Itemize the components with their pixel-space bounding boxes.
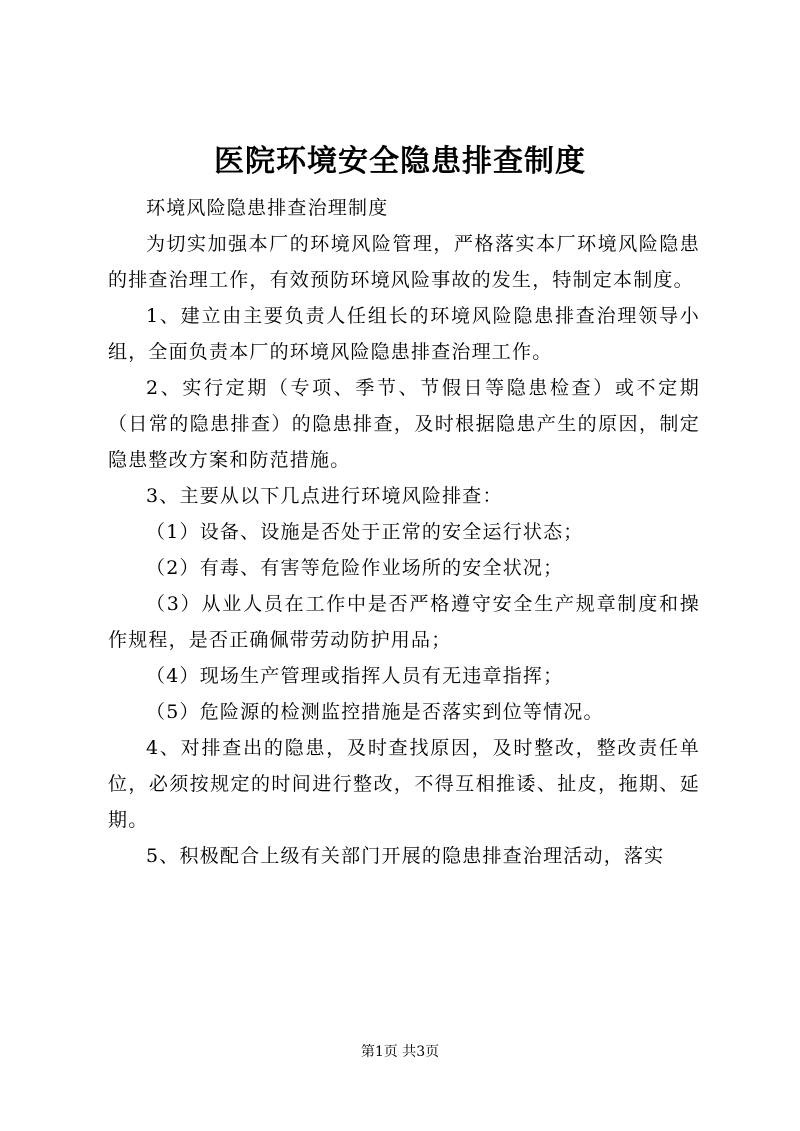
rule-3-item-1: （1）设备、设施是否处于正常的安全运行状态； <box>146 521 584 543</box>
intro-paragraph: 为切实加强本厂的环境风险管理，严格落实本厂环境风险隐患的排查治理工作，有效预防环境风险事故的发生，特制定本制度。 <box>108 233 700 291</box>
rule-3-item-2: （2）有毒、有害等危险作业场所的安全状况； <box>146 557 564 579</box>
rule-3-paragraph: 3、主要从以下几点进行环境风险排查： <box>146 485 503 507</box>
rule-2-paragraph: 2、实行定期（专项、季节、节假日等隐患检查）或不定期（日常的隐患排查）的隐患排查，及时根据隐患产生的原因，制定隐患整改方案和防范措施。 <box>108 377 700 471</box>
document-title: 医院环境安全隐患排查制度 <box>214 144 586 179</box>
rule-3-item-5: （5）危险源的检测监控措施是否落实到位等情况。 <box>146 701 604 723</box>
rule-1-paragraph: 1、建立由主要负责人任组长的环境风险隐患排查治理领导小组，全面负责本厂的环境风险隐患排查治理工作。 <box>108 305 700 363</box>
page-number-footer: 第1页 共3页 <box>360 1044 440 1060</box>
document-body <box>108 190 700 874</box>
subtitle-paragraph: 环境风险隐患排查治理制度 <box>146 197 389 219</box>
rule-5-paragraph: 5、积极配合上级有关部门开展的隐患排查治理活动，落实 <box>146 845 665 867</box>
rule-3-item-3: （3）从业人员在工作中是否严格遵守安全生产规章制度和操作规程，是否正确佩带劳动防护用品； <box>108 593 700 651</box>
rule-4-paragraph: 4、对排查出的隐患，及时查找原因，及时整改，整改责任单位，必须按规定的时间进行整改，不得互相推诿、扯皮，拖期、延期。 <box>108 737 700 831</box>
rule-3-item-4: （4）现场生产管理或指挥人员有无违章指挥； <box>146 665 564 687</box>
